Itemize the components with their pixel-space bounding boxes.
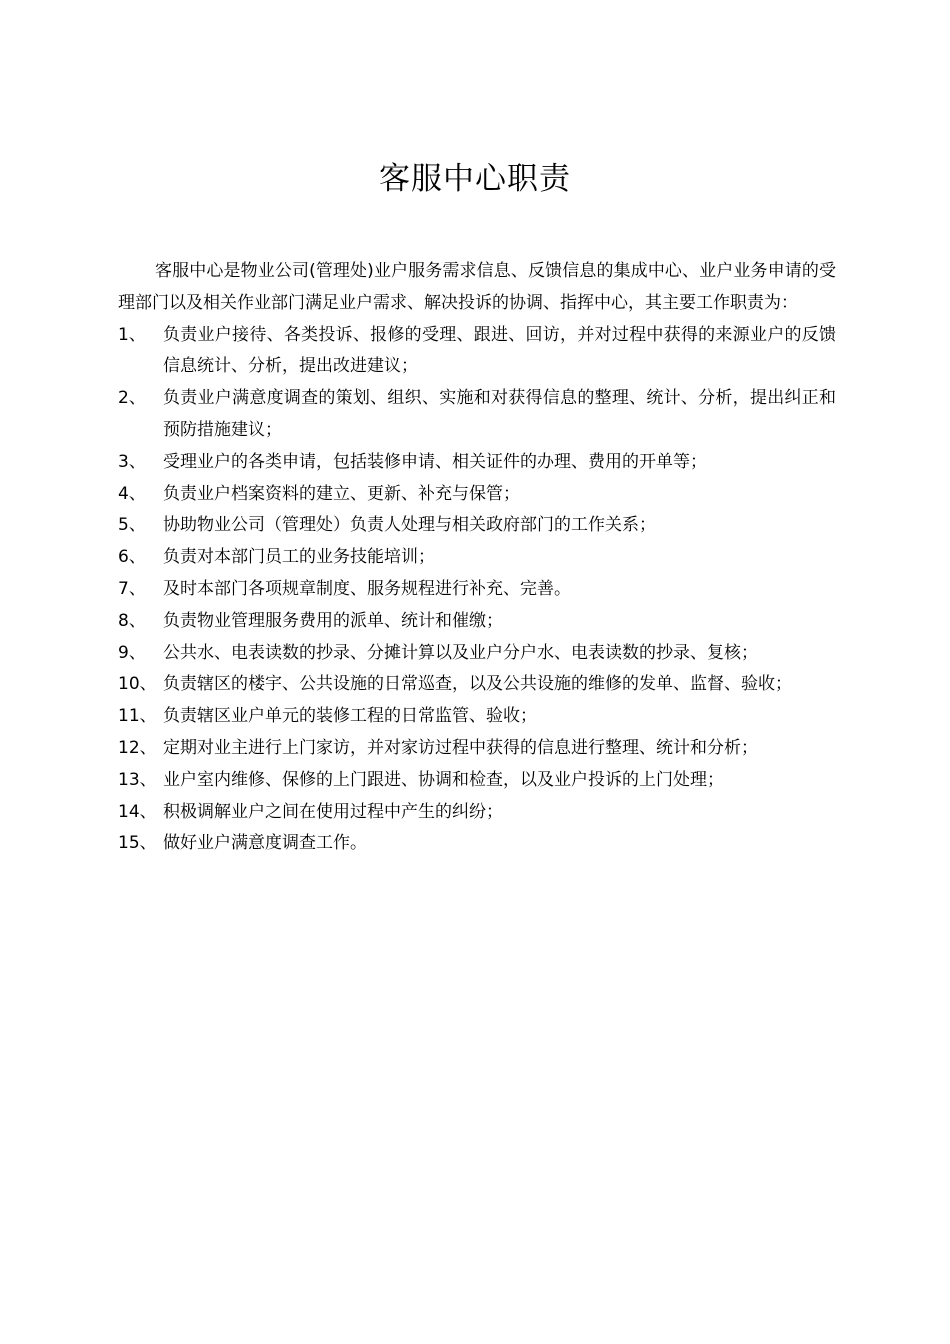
duty-item-2 xyxy=(118,383,836,447)
duty-number: 1、 xyxy=(118,324,146,345)
duty-text: 负责物业管理服务费用的派单、统计和催缴； xyxy=(163,610,503,631)
duty-item-9 xyxy=(118,638,836,670)
duty-number: 4、 xyxy=(118,483,146,504)
duty-number: 11、 xyxy=(118,706,157,727)
duty-list xyxy=(118,320,836,861)
duty-text: 做好业户满意度调查工作。 xyxy=(163,833,367,854)
duty-item-6 xyxy=(118,542,836,574)
duty-item-10 xyxy=(118,669,836,701)
duty-number: 12、 xyxy=(118,737,157,758)
intro-paragraph: 客服中心是物业公司(管理处)业户服务需求信息、反馈信息的集成中心、业户业务申请的受理部门以及相关作业部门满足业户需求、解决投诉的协调、指挥中心，其主要工作职责为： xyxy=(118,261,836,313)
duty-item-4 xyxy=(118,479,836,511)
duty-text: 公共水、电表读数的抄录、分摊计算以及业户分户水、电表读数的抄录、复核； xyxy=(163,642,758,663)
duty-text: 协助物业公司（管理处）负责人处理与相关政府部门的工作关系； xyxy=(163,515,656,536)
duty-number: 10、 xyxy=(118,674,157,695)
duty-text: 业户室内维修、保修的上门跟进、协调和检查，以及业户投诉的上门处理； xyxy=(163,769,724,790)
duty-text: 负责辖区业户单元的装修工程的日常监管、验收； xyxy=(163,706,537,727)
document-title: 客服中心职责 xyxy=(379,161,571,197)
duty-text: 受理业户的各类申请，包括装修申请、相关证件的办理、费用的开单等； xyxy=(163,451,707,472)
duty-text: 负责辖区的楼宇、公共设施的日常巡查，以及公共设施的维修的发单、监督、验收； xyxy=(163,674,792,695)
duty-item-5 xyxy=(118,510,836,542)
duty-text: 负责业户档案资料的建立、更新、补充与保管； xyxy=(163,483,520,504)
duty-text: 积极调解业户之间在使用过程中产生的纠纷； xyxy=(163,801,503,822)
duty-item-13 xyxy=(118,765,836,797)
duty-number: 6、 xyxy=(118,547,146,568)
duty-item-11 xyxy=(118,701,836,733)
duty-text: 负责业户满意度调查的策划、组织、实施和对获得信息的整理、统计、分析，提出纠正和预防措施建议； xyxy=(163,388,836,440)
duty-number: 8、 xyxy=(118,610,146,631)
duty-text: 及时本部门各项规章制度、服务规程进行补充、完善。 xyxy=(163,578,571,599)
duty-number: 3、 xyxy=(118,451,146,472)
duty-item-8 xyxy=(118,606,836,638)
duty-number: 7、 xyxy=(118,578,146,599)
duty-number: 14、 xyxy=(118,801,157,822)
duty-number: 5、 xyxy=(118,515,146,536)
duty-text: 负责业户接待、各类投诉、报修的受理、跟进、回访，并对过程中获得的来源业户的反馈信息统计、分析，提出改进建议； xyxy=(163,324,836,377)
duty-item-1 xyxy=(118,320,836,384)
duty-item-12 xyxy=(118,733,836,765)
duty-number: 15、 xyxy=(118,833,157,854)
duty-text: 负责对本部门员工的业务技能培训； xyxy=(163,547,435,568)
duty-item-3 xyxy=(118,447,836,479)
duty-item-15 xyxy=(118,828,836,860)
duty-item-7 xyxy=(118,574,836,606)
document-body xyxy=(118,256,836,860)
duty-number: 9、 xyxy=(118,642,146,663)
duty-number: 2、 xyxy=(118,388,146,409)
duty-number: 13、 xyxy=(118,769,157,790)
duty-item-14 xyxy=(118,797,836,829)
duty-text: 定期对业主进行上门家访，并对家访过程中获得的信息进行整理、统计和分析； xyxy=(163,737,758,758)
